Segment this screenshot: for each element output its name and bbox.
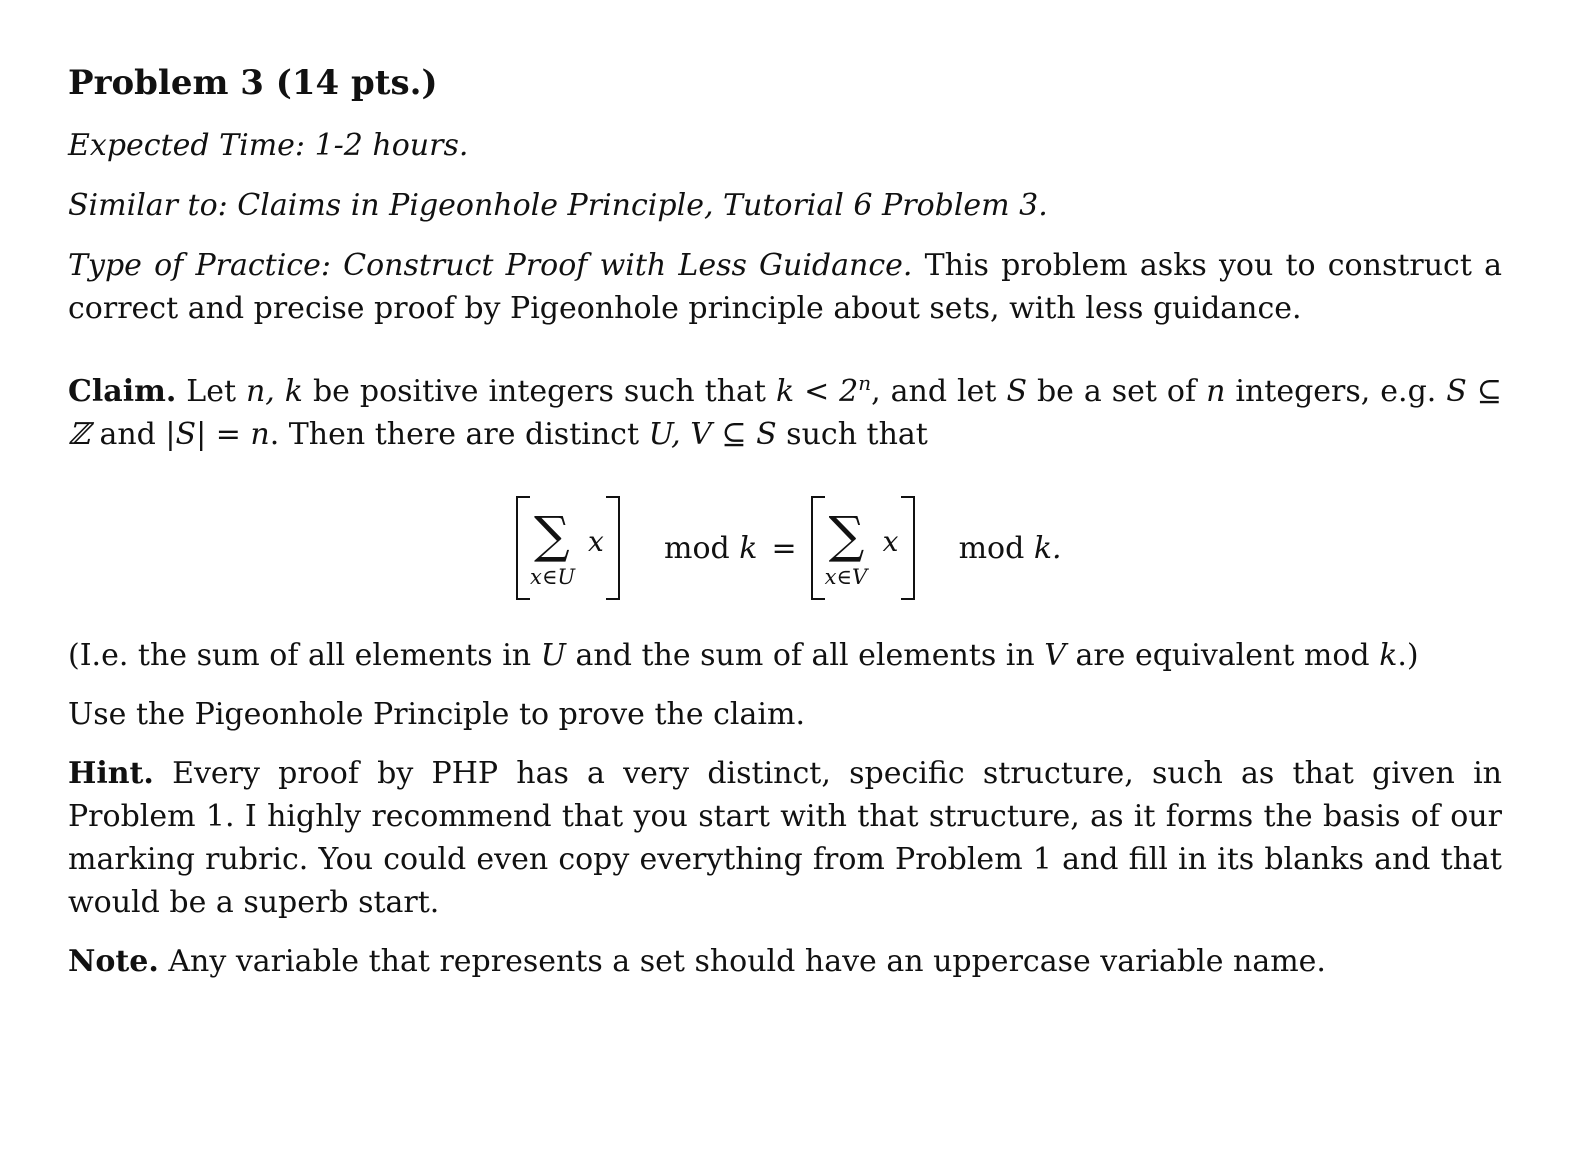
mod-var: k [739, 530, 758, 566]
type-text: This problem asks you to construct a correct and precise proof by Pigeonhole principle about sets, with less guidance. [68, 248, 1502, 326]
mod-word: mod [664, 530, 730, 566]
sum-over-V [811, 496, 915, 600]
math-exponent: n [858, 371, 872, 395]
note-paragraph [68, 940, 1502, 983]
left-bracket [516, 496, 530, 600]
sigma-symbol: ∑ [828, 506, 865, 564]
type-of-practice [68, 244, 1502, 330]
math-var: n [1206, 374, 1226, 409]
claim-text: Let [186, 374, 236, 409]
ie-paragraph [68, 634, 1502, 677]
mod-expression [959, 527, 1062, 570]
ie-text: and the sum of all elements in [575, 638, 1035, 673]
type-label: Type of Practice: Construct Proof with Less Guidance. [68, 248, 913, 283]
instruction: Use the Pigeonhole Principle to prove the claim. [68, 697, 805, 732]
ie-text: are equivalent mod [1075, 638, 1370, 673]
ie-text: .) [1397, 638, 1419, 673]
problem-document [68, 58, 1502, 983]
sum-over-U [516, 496, 620, 600]
display-equation [68, 492, 1502, 604]
equation-row [516, 492, 1062, 604]
claim-text: be a set of [1036, 374, 1197, 409]
math-inequality [775, 371, 872, 409]
math-subset: S ⊆ ℤ [68, 374, 1502, 452]
equals-sign: = [771, 530, 797, 566]
claim-text: , and let [871, 374, 997, 409]
mod-expression [664, 527, 757, 570]
claim-text: such that [786, 417, 928, 452]
left-bracket [811, 496, 825, 600]
claim-text: integers, e.g. [1235, 374, 1437, 409]
math-subsets: U, V ⊆ S [648, 417, 777, 452]
summand: x [882, 525, 899, 558]
math-inequality-base: k < 2 [775, 374, 859, 409]
expected-time: Expected Time: 1-2 hours. [68, 128, 469, 163]
math-var: U [540, 638, 566, 673]
hint-paragraph [68, 752, 1502, 924]
problem-title: Problem 3 (14 pts.) [68, 63, 438, 103]
right-bracket [901, 496, 915, 600]
note-text: Any variable that represents a set should have an uppercase variable name. [168, 944, 1326, 979]
math-cardinality: |S| = n [165, 417, 270, 452]
claim-text: be positive integers such that [312, 374, 766, 409]
hint-label: Hint. [68, 756, 154, 791]
note-label: Note. [68, 944, 159, 979]
mod-var: k. [1033, 530, 1062, 566]
sum-subscript: x∈V [824, 565, 868, 589]
sigma-symbol: ∑ [534, 506, 570, 564]
ie-text: (I.e. the sum of all elements in [68, 638, 532, 673]
sum-subscript: x∈U [530, 565, 576, 589]
hint-text: Every proof by PHP has a very distinct, specific structure, such as that given in Problem 1. I highly recommend that you start with that structure, as it forms the basis of our marking rubric. You could even copy everything from Problem 1 and fill in its blanks and that would be a superb start. [68, 756, 1502, 920]
math-var: n, k [245, 374, 303, 409]
math-var: V [1044, 638, 1066, 673]
math-var: S [1006, 374, 1027, 409]
claim-text: . Then there are distinct [269, 417, 640, 452]
summand: x [588, 525, 604, 558]
claim-label: Claim. [68, 374, 177, 409]
similar-to: Similar to: Claims in Pigeonhole Principle, Tutorial 6 Problem 3. [68, 188, 1048, 223]
right-bracket [606, 496, 620, 600]
claim-paragraph [68, 370, 1502, 456]
claim-text: and [99, 417, 156, 452]
math-var: k [1379, 638, 1398, 673]
mod-word: mod [958, 530, 1025, 566]
